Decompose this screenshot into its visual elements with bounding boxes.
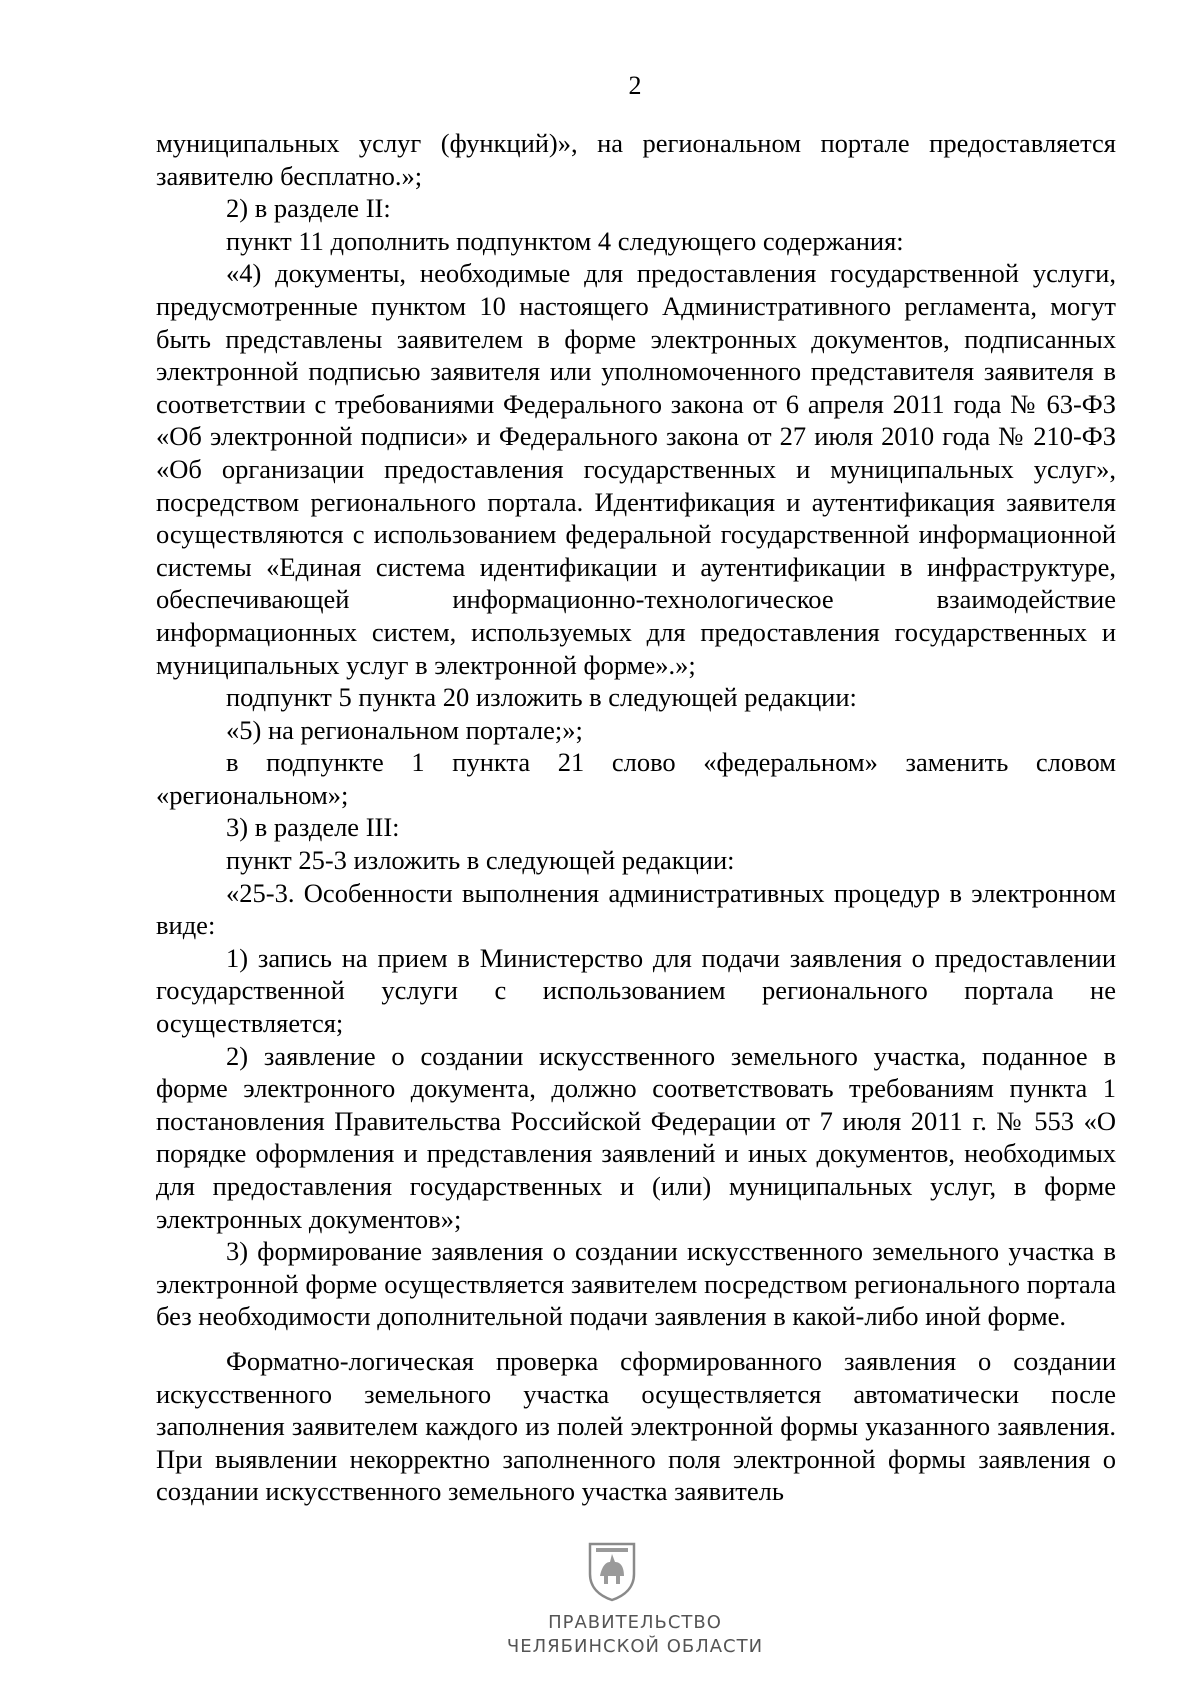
document-body [156,127,1116,1508]
paragraph-point-1: 1) запись на прием в Министерство для подачи заявления о предоставлении государственной услуги с использованием регионального портала не осуществляется; [156,942,1116,1039]
paragraph-section-3: 3) в разделе III: [226,812,400,843]
paragraph-item-25-3-title: «25-3. Особенности выполнения административных процедур в электронном виде: [156,877,1116,941]
page-number: 2 [628,71,642,100]
paragraph-item-25-3: пункт 25-3 изложить в следующей редакции: [226,845,735,876]
paragraph-continuation: муниципальных услуг (функций)», на региональном портале предоставляется заявителю бесплатно.»; [156,128,1116,191]
paragraph-item-20: подпункт 5 пункта 20 изложить в следующей редакции: [226,682,857,713]
paragraph-subitem-5: «5) на региональном портале;»; [226,714,583,745]
coat-of-arms-icon [584,1540,640,1602]
government-label: ПРАВИТЕЛЬСТВО [548,1612,722,1633]
paragraph-subitem-4: «4) документы, необходимые для предоставления государственной услуги, предусмотренные пунктом 10 настоящего Административного регламента, могут быть представлены заявителем в форме электронных документов, подписанных электронной подписью заявителя или уполномоченного представителя заявителя в соответствии с требованиями Федерального закона от 6 апреля 2011 года № 63-ФЗ «Об электронной подписи» и Федерального закона от 27 июля 2010 года № 210-ФЗ «Об организации предоставления государственных и муниципальных услуг», посредством регионального портала. Идентификация и аутентификация заявителя осуществляются с использованием федеральной государственной информационной системы «Единая система идентификации и аутентификации в инфраструктуре, обеспечивающей информационно-технологическое взаимодействие информационных систем, используемых для предоставления государственных и муниципальных услуг в электронной форме».»; [156,258,1116,680]
region-label: ЧЕЛЯБИНСКОЙ ОБЛАСТИ [506,1636,764,1657]
paragraph-format-check: Форматно-логическая проверка сформированного заявления о создании искусственного земельного участка осуществляется автоматически после заполнения заявителем каждого из полей электронной формы указанного заявления. При выявлении некорректно заполненного поля электронной формы заявления о создании искусственного земельного участка заявитель [156,1345,1116,1507]
paragraph-item-21: в подпункте 1 пункта 21 слово «федеральном» заменить словом «региональном»; [156,747,1116,810]
paragraph-section-2: 2) в разделе II: [226,193,391,224]
paragraph-point-2: 2) заявление о создании искусственного земельного участка, поданное в форме электронного документа, должно соответствовать требованиям пункта 1 постановления Правительства Российской Федерации от 7 июля 2011 г. № 553 «О порядке оформления и представления заявлений и иных документов, необходимых для предоставления государственных и (или) муниципальных услуг, в форме электронных документов»; [156,1040,1116,1234]
paragraph-point-3: 3) формирование заявления о создании искусственного земельного участка в электронной форме осуществляется заявителем посредством регионального портала без необходимости дополнительной подачи заявления в какой-либо иной форме. [156,1236,1116,1332]
paragraph-item-11: пункт 11 дополнить подпунктом 4 следующего содержания: [226,225,904,256]
